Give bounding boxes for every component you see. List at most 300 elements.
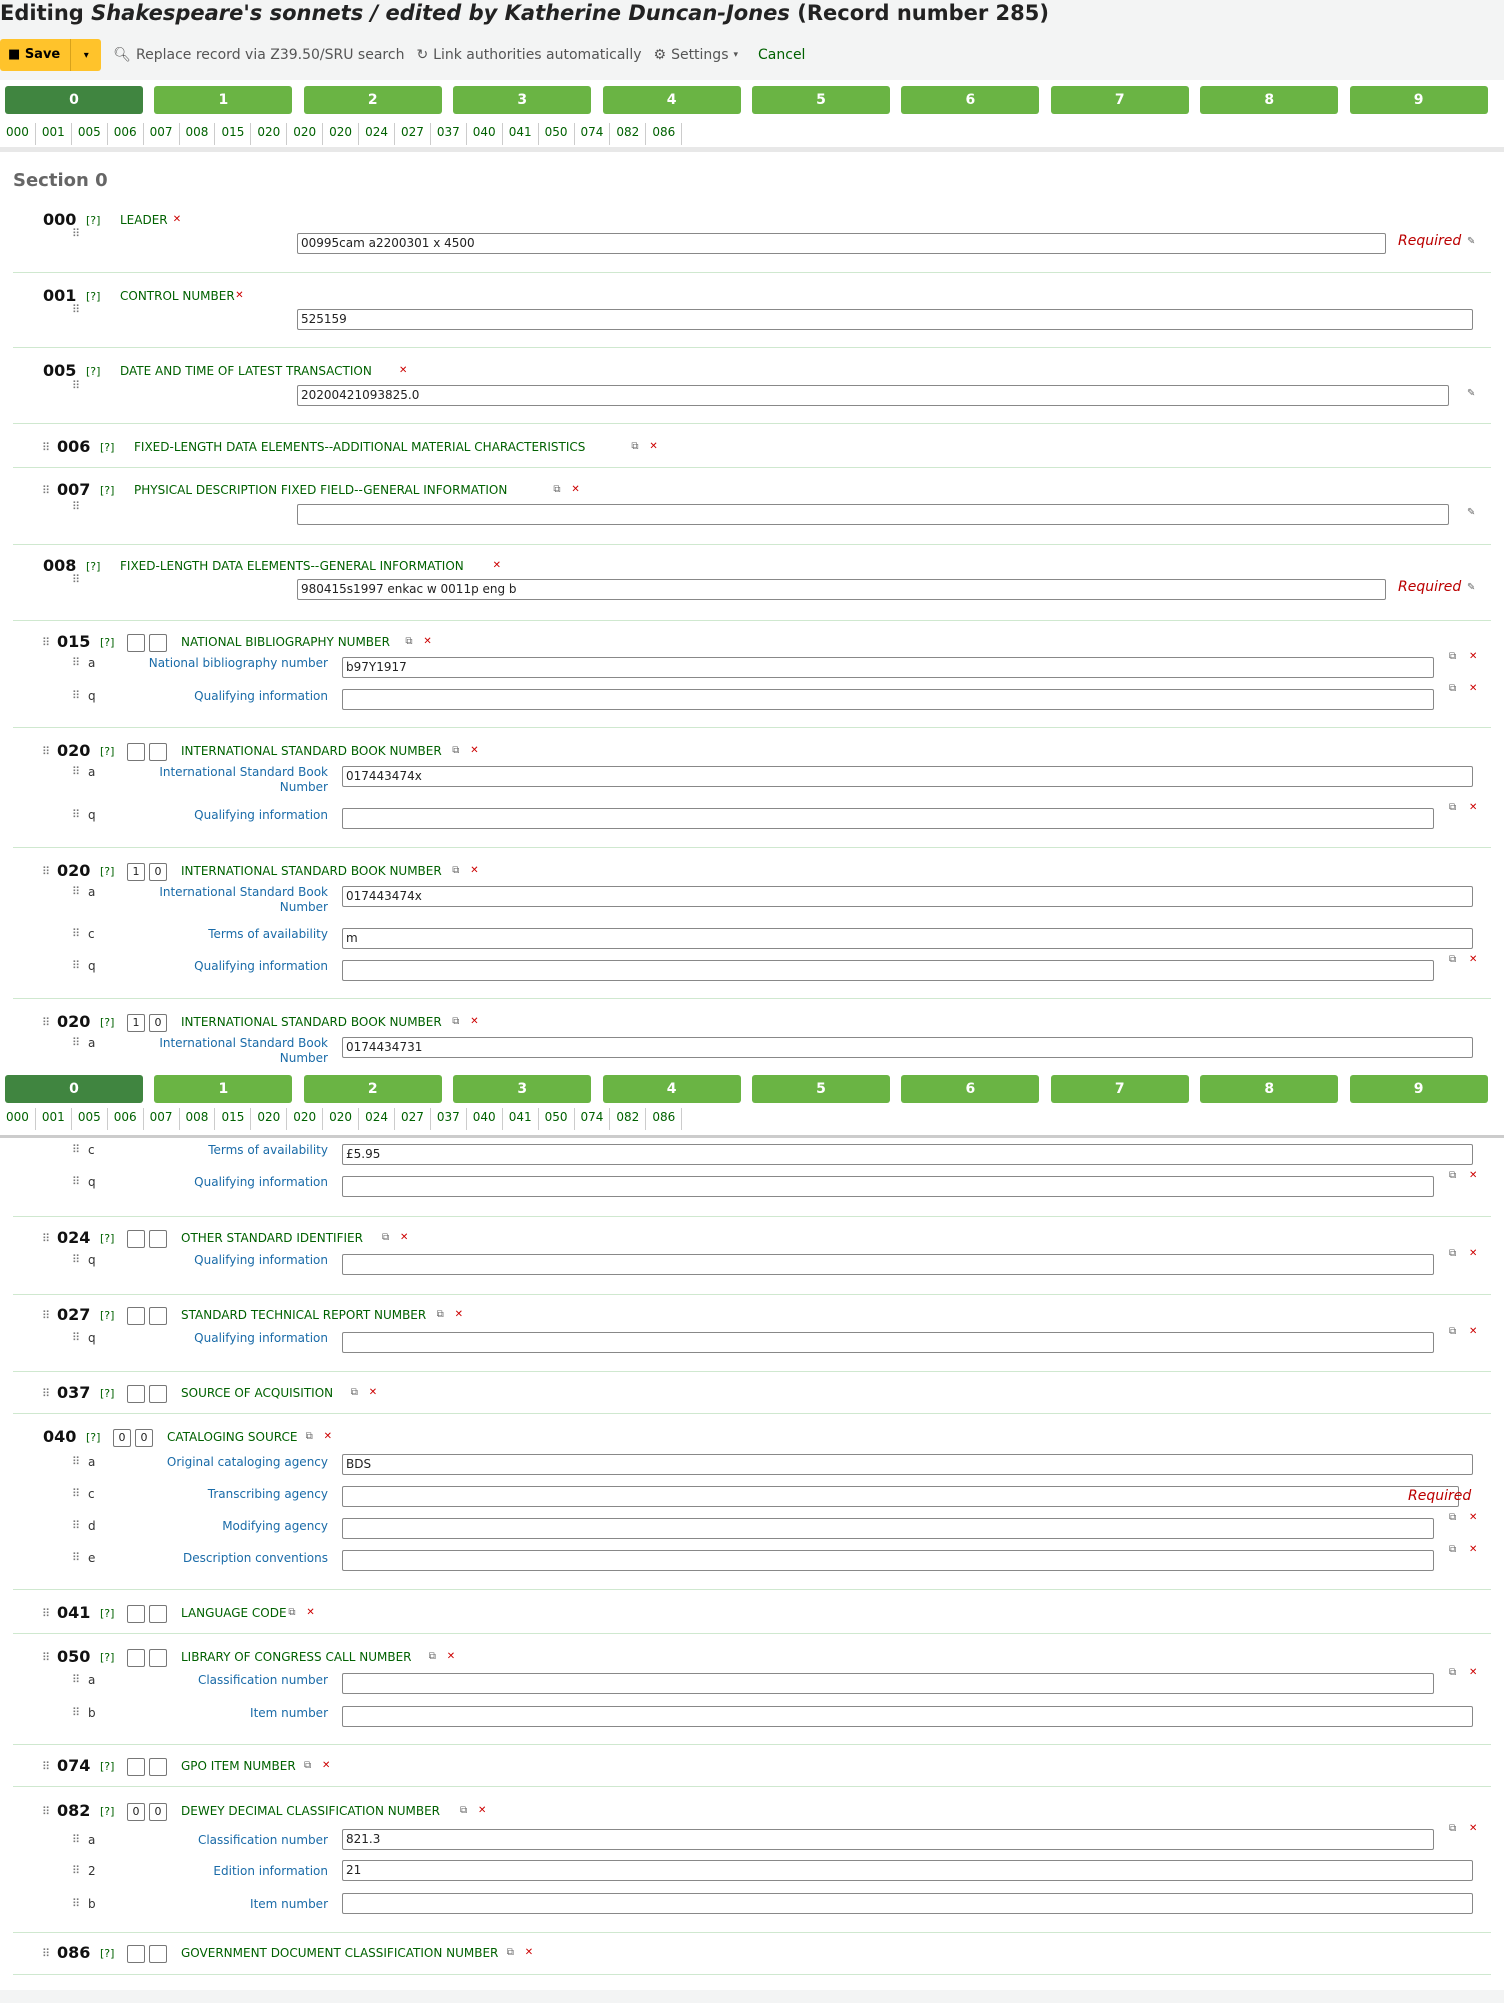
drag-handle-icon[interactable]: ⠿ <box>72 379 79 392</box>
repeat-field-icon[interactable]: ⧉ <box>452 1016 460 1027</box>
drag-handle-icon[interactable]: ⠿ <box>72 1519 79 1532</box>
tab-section-6[interactable]: 6 <box>901 1075 1039 1103</box>
field-label-024[interactable]: OTHER STANDARD IDENTIFIER <box>181 1231 363 1245</box>
delete-subfield-icon[interactable]: ✕ <box>1469 954 1478 965</box>
tag-040[interactable]: 040 <box>43 1427 77 1446</box>
drag-handle-icon[interactable]: ⠿ <box>42 1309 49 1322</box>
tag-nav-020[interactable]: 020 <box>287 1108 323 1130</box>
drag-handle-icon[interactable]: ⠿ <box>72 765 79 778</box>
drag-handle-icon[interactable]: ⠿ <box>72 1036 79 1049</box>
delete-subfield-icon[interactable]: ✕ <box>1469 651 1478 662</box>
floppy-icon: ■ <box>8 47 25 62</box>
subfield-input-q[interactable] <box>342 1332 1434 1353</box>
help-link[interactable]: [?] <box>100 1309 115 1322</box>
clone-subfield-icon[interactable]: ⧉ <box>1449 683 1457 694</box>
indicator-2[interactable] <box>149 1385 167 1403</box>
link-authorities-button[interactable] <box>416 47 641 63</box>
indicator-1[interactable] <box>127 1307 145 1325</box>
save-button[interactable] <box>0 39 71 71</box>
field-label-074[interactable]: GPO ITEM NUMBER <box>181 1759 296 1773</box>
tag-nav-020[interactable]: 020 <box>287 123 323 145</box>
plugin-edit-icon[interactable]: ✎ <box>1467 507 1476 518</box>
tag-015[interactable]: 015 <box>57 632 91 651</box>
repeat-field-icon[interactable]: ⧉ <box>428 1651 436 1662</box>
delete-field-icon[interactable]: ✕ <box>571 484 580 495</box>
tag-020[interactable]: 020 <box>57 741 91 760</box>
subfield-input-d[interactable] <box>342 1518 1434 1539</box>
field-label-041[interactable]: LANGUAGE CODE <box>181 1606 287 1620</box>
tag-008[interactable]: 008 <box>43 556 77 575</box>
indicator-1[interactable] <box>127 1230 145 1248</box>
subfield-input-q[interactable] <box>342 1176 1434 1197</box>
help-link[interactable]: [?] <box>86 214 101 227</box>
repeat-field-icon[interactable]: ⧉ <box>506 1947 514 1958</box>
delete-subfield-icon[interactable]: ✕ <box>1469 1823 1478 1834</box>
tag-nav-001[interactable]: 001 <box>36 123 72 145</box>
field-separator <box>13 1216 1491 1217</box>
tag-nav-005[interactable]: 005 <box>72 123 108 145</box>
indicator-1[interactable]: 0 <box>127 1803 145 1821</box>
tab-section-2[interactable]: 2 <box>304 1075 442 1103</box>
tag-nav-007[interactable]: 007 <box>144 123 180 145</box>
field-label-086[interactable]: GOVERNMENT DOCUMENT CLASSIFICATION NUMBER <box>181 1946 499 1960</box>
subfield-input-b[interactable] <box>342 1706 1473 1727</box>
tag-037[interactable]: 037 <box>57 1383 91 1402</box>
subfield-input-a[interactable]: BDS <box>342 1454 1473 1475</box>
tag-nav-082[interactable]: 082 <box>610 1108 646 1130</box>
tab-section-8[interactable]: 8 <box>1200 86 1338 114</box>
indicator-1[interactable] <box>127 743 145 761</box>
field-label-020[interactable]: INTERNATIONAL STANDARD BOOK NUMBER <box>181 864 442 878</box>
subfield-label[interactable]: Qualifying information <box>194 1175 328 1189</box>
tag-020[interactable]: 020 <box>57 1012 91 1031</box>
tag-nav-074[interactable]: 074 <box>575 1108 611 1130</box>
delete-field-icon[interactable]: ✕ <box>478 1805 487 1816</box>
field-label-006[interactable]: FIXED-LENGTH DATA ELEMENTS--ADDITIONAL MATERIAL CHARACTERISTICS <box>134 440 586 454</box>
delete-field-icon[interactable]: ✕ <box>368 1387 378 1398</box>
tab-section-0[interactable]: 0 <box>5 1075 143 1103</box>
clone-subfield-icon[interactable]: ⧉ <box>1449 1544 1457 1555</box>
tag-nav-007[interactable]: 007 <box>144 1108 180 1130</box>
subfield-label[interactable]: Description conventions <box>182 1551 328 1565</box>
tag-001[interactable]: 001 <box>43 286 77 305</box>
subfield-label[interactable]: Qualifying information <box>194 1253 328 1267</box>
drag-handle-icon[interactable]: ⠿ <box>42 441 49 454</box>
field-label-000[interactable]: LEADER <box>120 213 168 227</box>
tab-section-4[interactable]: 4 <box>603 1075 741 1103</box>
subfield-input-a[interactable]: 017443474x <box>342 886 1473 907</box>
value-input-008[interactable]: 980415s1997 enkac w 0011p eng b <box>297 579 1386 600</box>
subfield-input-2[interactable]: 21 <box>342 1860 1473 1881</box>
repeat-field-icon[interactable]: ⧉ <box>436 1309 444 1320</box>
tag-nav-027[interactable]: 027 <box>395 123 431 145</box>
delete-field-icon[interactable]: ✕ <box>322 1760 331 1771</box>
tag-nav-086[interactable]: 086 <box>646 1108 682 1130</box>
subfield-input-a[interactable] <box>342 1673 1434 1694</box>
help-link[interactable]: [?] <box>100 484 115 497</box>
tag-050[interactable]: 050 <box>57 1647 91 1666</box>
field-label-027[interactable]: STANDARD TECHNICAL REPORT NUMBER <box>181 1308 427 1322</box>
tag-086[interactable]: 086 <box>57 1943 91 1962</box>
drag-handle-icon[interactable]: ⠿ <box>72 885 79 898</box>
tab-section-2[interactable]: 2 <box>304 86 442 114</box>
delete-field-icon[interactable]: ✕ <box>172 214 182 225</box>
tag-005[interactable]: 005 <box>43 361 77 380</box>
drag-handle-icon[interactable]: ⠿ <box>72 227 79 240</box>
repeat-field-icon[interactable]: ⧉ <box>305 1431 313 1442</box>
field-label-020[interactable]: INTERNATIONAL STANDARD BOOK NUMBER <box>181 1015 442 1029</box>
tag-nav-015[interactable]: 015 <box>215 1108 251 1130</box>
drag-handle-icon[interactable]: ⠿ <box>72 1487 79 1500</box>
tag-nav-020[interactable]: 020 <box>323 123 359 145</box>
tag-007[interactable]: 007 <box>57 480 91 499</box>
help-link[interactable]: [?] <box>100 1387 115 1400</box>
clone-subfield-icon[interactable]: ⧉ <box>1449 954 1457 965</box>
drag-handle-icon[interactable]: ⠿ <box>42 1651 49 1664</box>
delete-subfield-icon[interactable]: ✕ <box>1469 683 1478 694</box>
repeat-field-icon[interactable]: ⧉ <box>452 745 460 756</box>
delete-subfield-icon[interactable]: ✕ <box>1469 1667 1478 1678</box>
tab-section-7[interactable]: 7 <box>1051 86 1189 114</box>
indicator-1[interactable] <box>127 1605 145 1623</box>
tag-nav-050[interactable]: 050 <box>539 1108 575 1130</box>
repeat-field-icon[interactable]: ⧉ <box>382 1232 390 1243</box>
indicator-2[interactable] <box>149 1758 167 1776</box>
delete-field-icon[interactable]: ✕ <box>323 1431 332 1442</box>
subfield-label[interactable]: Qualifying information <box>194 808 328 822</box>
repeat-field-icon[interactable]: ⧉ <box>460 1805 468 1816</box>
tab-section-4[interactable]: 4 <box>603 86 741 114</box>
tab-section-3[interactable]: 3 <box>453 86 591 114</box>
drag-handle-icon[interactable]: ⠿ <box>72 500 79 513</box>
help-link[interactable]: [?] <box>86 1431 101 1444</box>
tab-section-0[interactable]: 0 <box>5 86 143 114</box>
indicator-1[interactable] <box>127 1945 145 1963</box>
tag-000[interactable]: 000 <box>43 210 77 229</box>
indicator-1[interactable]: 0 <box>113 1429 131 1447</box>
indicator-2[interactable] <box>149 1230 167 1248</box>
subfield-input-a[interactable]: b97Y1917 <box>342 657 1434 678</box>
refresh-icon: ↻ <box>416 47 429 63</box>
field-label-007[interactable]: PHYSICAL DESCRIPTION FIXED FIELD--GENERAL INFORMATION <box>134 483 508 497</box>
caret-down-icon: ▾ <box>733 50 739 60</box>
tag-nav-086[interactable]: 086 <box>646 123 682 145</box>
tag-027[interactable]: 027 <box>57 1305 91 1324</box>
field-label-040[interactable]: CATALOGING SOURCE <box>167 1430 298 1444</box>
delete-field-icon[interactable]: ✕ <box>400 1232 409 1243</box>
delete-field-icon[interactable]: ✕ <box>649 441 658 452</box>
subfield-label[interactable]: Classification number <box>197 1673 328 1687</box>
subfield-input-e[interactable] <box>342 1550 1434 1571</box>
help-link[interactable]: [?] <box>100 1232 115 1245</box>
delete-field-icon[interactable]: ✕ <box>470 1016 479 1027</box>
drag-handle-icon[interactable]: ⠿ <box>72 1673 79 1686</box>
subfield-label[interactable]: Original cataloging agency <box>166 1455 328 1469</box>
tag-nav-015[interactable]: 015 <box>215 123 251 145</box>
help-link[interactable]: [?] <box>100 1760 115 1773</box>
help-link[interactable]: [?] <box>100 1607 115 1620</box>
tab-section-9[interactable]: 9 <box>1350 86 1488 114</box>
help-link[interactable]: [?] <box>100 441 115 454</box>
subfield-input-q[interactable] <box>342 1254 1434 1275</box>
indicator-1[interactable] <box>127 634 145 652</box>
drag-handle-icon[interactable]: ⠿ <box>72 1455 79 1468</box>
repeat-field-icon[interactable]: ⧉ <box>452 865 460 876</box>
delete-field-icon[interactable]: ✕ <box>399 365 408 376</box>
field-label-037[interactable]: SOURCE OF ACQUISITION <box>181 1386 334 1400</box>
plugin-edit-icon[interactable]: ✎ <box>1467 582 1476 593</box>
tab-section-9[interactable]: 9 <box>1350 1075 1488 1103</box>
replace-record-button[interactable] <box>113 47 404 63</box>
subfield-input-c[interactable] <box>342 1486 1459 1507</box>
subfield-label[interactable]: Qualifying information <box>194 689 328 703</box>
tag-nav-041[interactable]: 041 <box>503 1108 539 1130</box>
clone-subfield-icon[interactable]: ⧉ <box>1449 1512 1457 1523</box>
indicator-2[interactable] <box>149 743 167 761</box>
drag-handle-icon[interactable]: ⠿ <box>42 1232 49 1245</box>
settings-dropdown[interactable] <box>654 47 739 63</box>
drag-handle-icon[interactable]: ⠿ <box>72 689 79 702</box>
delete-field-icon[interactable]: ✕ <box>470 865 479 876</box>
field-label-008[interactable]: FIXED-LENGTH DATA ELEMENTS--GENERAL INFORMATION <box>120 559 464 573</box>
indicator-2[interactable] <box>149 1945 167 1963</box>
tab-section-3[interactable]: 3 <box>453 1075 591 1103</box>
subfield-label[interactable]: Item number <box>250 1897 328 1911</box>
clone-subfield-icon[interactable]: ⧉ <box>1449 1823 1457 1834</box>
tag-nav-037[interactable]: 037 <box>431 1108 467 1130</box>
drag-handle-icon[interactable]: ⠿ <box>72 927 79 940</box>
delete-field-icon[interactable]: ✕ <box>524 1947 534 1958</box>
drag-handle-icon[interactable]: ⠿ <box>72 808 79 821</box>
indicator-2[interactable]: 0 <box>135 1429 153 1447</box>
tag-nav-037[interactable]: 037 <box>431 123 467 145</box>
drag-handle-icon[interactable]: ⠿ <box>42 636 49 649</box>
help-link[interactable]: [?] <box>100 865 115 878</box>
clone-subfield-icon[interactable]: ⧉ <box>1449 802 1457 813</box>
tag-nav-020[interactable]: 020 <box>251 123 287 145</box>
tag-nav-040[interactable]: 040 <box>467 123 503 145</box>
field-label-015[interactable]: NATIONAL BIBLIOGRAPHY NUMBER <box>181 635 390 649</box>
drag-handle-icon[interactable]: ⠿ <box>42 1607 49 1620</box>
help-link[interactable]: [?] <box>86 365 101 378</box>
clone-subfield-icon[interactable]: ⧉ <box>1449 1170 1457 1181</box>
subfield-label[interactable]: International Standard Book Number <box>159 765 328 794</box>
indicator-1[interactable] <box>127 1758 145 1776</box>
drag-handle-icon[interactable]: ⠿ <box>72 1175 79 1188</box>
drag-handle-icon[interactable]: ⠿ <box>42 1016 49 1029</box>
clone-subfield-icon[interactable]: ⧉ <box>1449 1248 1457 1259</box>
tab-section-5[interactable]: 5 <box>752 86 890 114</box>
repeat-field-icon[interactable]: ⧉ <box>553 484 561 495</box>
drag-handle-icon[interactable]: ⠿ <box>72 1706 79 1719</box>
delete-subfield-icon[interactable]: ✕ <box>1469 1544 1478 1555</box>
subfield-label[interactable]: Qualifying information <box>194 959 328 973</box>
clone-subfield-icon[interactable]: ⧉ <box>1449 1667 1457 1678</box>
subfield-input-q[interactable] <box>342 689 1434 710</box>
help-link[interactable]: [?] <box>86 560 101 573</box>
tag-nav-001[interactable]: 001 <box>36 1108 72 1130</box>
drag-handle-icon[interactable]: ⠿ <box>72 1551 79 1564</box>
repeat-field-icon[interactable]: ⧉ <box>631 441 639 452</box>
field-label-005[interactable]: DATE AND TIME OF LATEST TRANSACTION <box>120 364 372 378</box>
drag-handle-icon[interactable]: ⠿ <box>42 484 49 497</box>
drag-handle-icon[interactable]: ⠿ <box>72 1143 79 1156</box>
tag-nav-024[interactable]: 024 <box>359 123 395 145</box>
value-input-001[interactable]: 525159 <box>297 309 1473 330</box>
subfield-input-a[interactable]: 017443474x <box>342 766 1473 787</box>
drag-handle-icon[interactable]: ⠿ <box>42 1805 49 1818</box>
indicator-2[interactable] <box>149 1649 167 1667</box>
delete-subfield-icon[interactable]: ✕ <box>1469 1326 1478 1337</box>
tag-074[interactable]: 074 <box>57 1756 91 1775</box>
delete-subfield-icon[interactable]: ✕ <box>1469 1170 1478 1181</box>
indicator-1[interactable] <box>127 1385 145 1403</box>
repeat-field-icon[interactable]: ⧉ <box>304 1760 312 1771</box>
tag-nav-041[interactable]: 041 <box>503 123 539 145</box>
drag-handle-icon[interactable]: ⠿ <box>72 1864 79 1877</box>
tag-041[interactable]: 041 <box>57 1603 91 1622</box>
indicator-2[interactable]: 0 <box>149 1014 167 1032</box>
delete-field-icon[interactable]: ✕ <box>470 745 479 756</box>
tab-section-1[interactable]: 1 <box>154 1075 292 1103</box>
value-input-005[interactable]: 20200421093825.0 <box>297 385 1449 406</box>
subfield-label[interactable]: Classification number <box>197 1833 328 1847</box>
subfield-input-c[interactable]: £5.95 <box>342 1144 1473 1165</box>
drag-handle-icon[interactable]: ⠿ <box>42 1947 49 1960</box>
drag-handle-icon[interactable]: ⠿ <box>72 303 79 316</box>
repeat-field-icon[interactable]: ⧉ <box>350 1387 358 1398</box>
tag-nav-008[interactable]: 008 <box>180 123 216 145</box>
field-separator <box>13 620 1491 621</box>
tag-nav-006[interactable]: 006 <box>108 123 144 145</box>
indicator-2[interactable] <box>149 634 167 652</box>
field-label-020[interactable]: INTERNATIONAL STANDARD BOOK NUMBER <box>181 744 442 758</box>
subfield-input-a[interactable]: 821.3 <box>342 1829 1434 1850</box>
drag-handle-icon[interactable]: ⠿ <box>72 1833 79 1846</box>
delete-field-icon[interactable]: ✕ <box>454 1309 463 1320</box>
indicator-1[interactable]: 1 <box>127 1014 145 1032</box>
plugin-edit-icon[interactable]: ✎ <box>1467 236 1476 247</box>
delete-field-icon[interactable]: ✕ <box>423 636 432 647</box>
subfield-input-c[interactable]: m <box>342 928 1473 949</box>
drag-handle-icon[interactable]: ⠿ <box>72 959 79 972</box>
subfield-input-b[interactable] <box>342 1893 1473 1914</box>
tag-082[interactable]: 082 <box>57 1801 91 1820</box>
indicator-1[interactable] <box>127 1649 145 1667</box>
value-input-007[interactable] <box>297 504 1449 525</box>
tab-section-7[interactable]: 7 <box>1051 1075 1189 1103</box>
drag-handle-icon[interactable]: ⠿ <box>42 1760 49 1773</box>
help-link[interactable]: [?] <box>100 1651 115 1664</box>
subfield-label[interactable]: Qualifying information <box>194 1331 328 1345</box>
tag-nav-000[interactable]: 000 <box>0 1108 36 1130</box>
drag-handle-icon[interactable]: ⠿ <box>42 865 49 878</box>
delete-subfield-icon[interactable]: ✕ <box>1469 1248 1478 1259</box>
help-link[interactable]: [?] <box>100 1805 115 1818</box>
field-label-001[interactable]: CONTROL NUMBER <box>120 289 235 303</box>
tag-nav-020[interactable]: 020 <box>251 1108 287 1130</box>
help-link[interactable]: [?] <box>100 745 115 758</box>
subfield-label[interactable]: Terms of availability <box>208 1143 328 1157</box>
tag-nav-050[interactable]: 050 <box>539 123 575 145</box>
delete-field-icon[interactable]: ✕ <box>306 1607 315 1618</box>
drag-handle-icon[interactable]: ⠿ <box>72 1331 79 1344</box>
delete-subfield-icon[interactable]: ✕ <box>1469 802 1478 813</box>
plugin-edit-icon[interactable]: ✎ <box>1467 388 1476 399</box>
help-link[interactable]: [?] <box>100 1947 115 1960</box>
tag-nav-027[interactable]: 027 <box>395 1108 431 1130</box>
subfield-label[interactable]: Terms of availability <box>208 927 328 941</box>
cancel-link[interactable]: Cancel <box>758 47 806 63</box>
tag-020[interactable]: 020 <box>57 861 91 880</box>
help-link[interactable]: [?] <box>100 1016 115 1029</box>
tab-section-1[interactable]: 1 <box>154 86 292 114</box>
delete-field-icon[interactable]: ✕ <box>492 560 501 571</box>
field-label-050[interactable]: LIBRARY OF CONGRESS CALL NUMBER <box>181 1650 412 1664</box>
subfield-label[interactable]: Edition information <box>213 1864 328 1878</box>
subfield-input-a[interactable]: 0174434731 <box>342 1037 1473 1058</box>
subfield-label[interactable]: Transcribing agency <box>207 1487 328 1501</box>
subfield-label[interactable]: International Standard Book Number <box>159 1036 328 1065</box>
tag-nav-040[interactable]: 040 <box>467 1108 503 1130</box>
repeat-field-icon[interactable]: ⧉ <box>288 1607 296 1618</box>
subfield-input-q[interactable] <box>342 808 1434 829</box>
delete-field-icon[interactable]: ✕ <box>446 1651 456 1662</box>
delete-field-icon[interactable]: ✕ <box>235 290 244 301</box>
tag-nav-074[interactable]: 074 <box>575 123 611 145</box>
drag-handle-icon[interactable]: ⠿ <box>42 745 49 758</box>
tag-nav-000[interactable]: 000 <box>0 123 36 145</box>
clone-subfield-icon[interactable]: ⧉ <box>1449 651 1457 662</box>
tag-nav-008[interactable]: 008 <box>180 1108 216 1130</box>
search-icon: 🔍︎ <box>113 47 132 63</box>
indicator-2[interactable]: 0 <box>149 1803 167 1821</box>
subfield-label[interactable]: Item number <box>250 1706 328 1720</box>
drag-handle-icon[interactable]: ⠿ <box>72 1897 79 1910</box>
tag-nav-020[interactable]: 020 <box>323 1108 359 1130</box>
tag-nav-082[interactable]: 082 <box>610 123 646 145</box>
save-dropdown-toggle[interactable] <box>71 50 101 61</box>
drag-handle-icon[interactable]: ⠿ <box>72 573 79 586</box>
tag-nav-024[interactable]: 024 <box>359 1108 395 1130</box>
subfield-label[interactable]: International Standard Book Number <box>159 885 328 914</box>
tag-006[interactable]: 006 <box>57 437 91 456</box>
delete-subfield-icon[interactable]: ✕ <box>1469 1512 1478 1523</box>
subfield-label[interactable]: Modifying agency <box>222 1519 328 1533</box>
repeat-field-icon[interactable]: ⧉ <box>405 636 413 647</box>
drag-handle-icon[interactable]: ⠿ <box>42 1387 49 1400</box>
indicator-2[interactable]: 0 <box>149 863 167 881</box>
tab-section-5[interactable]: 5 <box>752 1075 890 1103</box>
subfield-input-q[interactable] <box>342 960 1434 981</box>
tab-section-6[interactable]: 6 <box>901 86 1039 114</box>
help-link[interactable]: [?] <box>86 290 101 303</box>
indicator-2[interactable] <box>149 1307 167 1325</box>
value-input-000[interactable]: 00995cam a2200301 x 4500 <box>297 233 1386 254</box>
indicator-1[interactable]: 1 <box>127 863 145 881</box>
clone-subfield-icon[interactable]: ⧉ <box>1449 1326 1457 1337</box>
subfield-label[interactable]: National bibliography number <box>148 656 328 670</box>
tag-024[interactable]: 024 <box>57 1228 91 1247</box>
tag-nav-005[interactable]: 005 <box>72 1108 108 1130</box>
indicator-2[interactable] <box>149 1605 167 1623</box>
tab-section-8[interactable]: 8 <box>1200 1075 1338 1103</box>
drag-handle-icon[interactable]: ⠿ <box>72 656 79 669</box>
help-link[interactable]: [?] <box>100 636 115 649</box>
field-label-082[interactable]: DEWEY DECIMAL CLASSIFICATION NUMBER <box>181 1804 441 1818</box>
tag-nav-006[interactable]: 006 <box>108 1108 144 1130</box>
drag-handle-icon[interactable]: ⠿ <box>72 1253 79 1266</box>
